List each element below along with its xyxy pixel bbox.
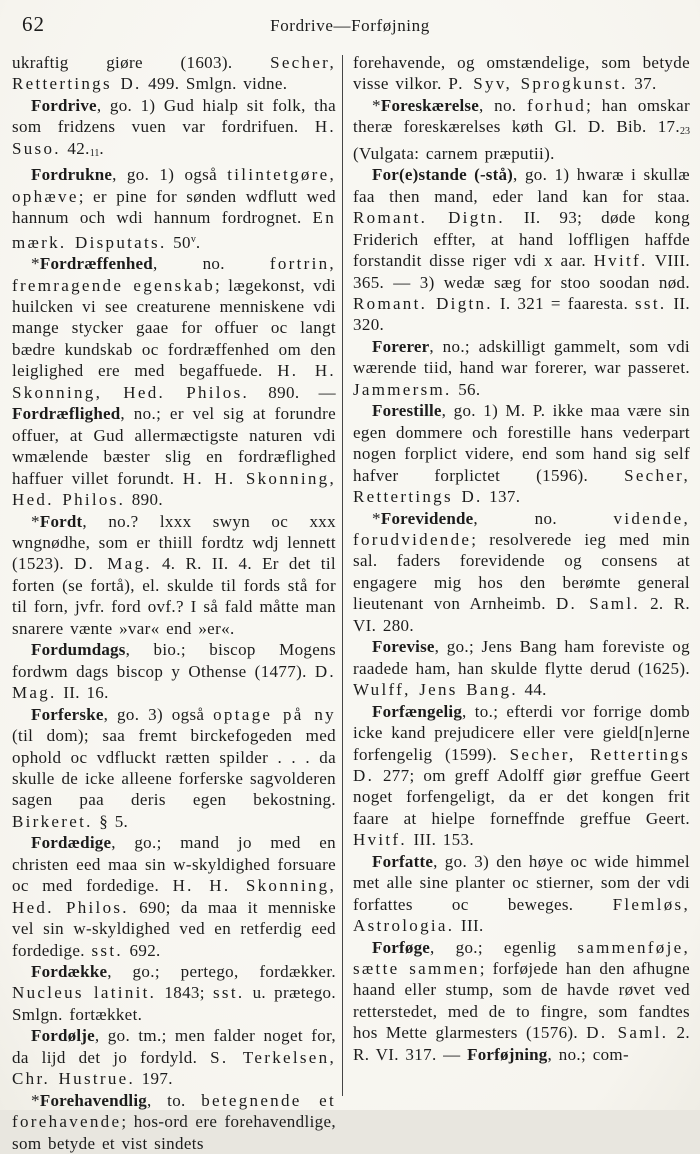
citation: Romant. Digtn. xyxy=(353,208,505,228)
dictionary-entry xyxy=(353,336,690,400)
entry-text: , go. 1) M. P. ikke maa være sin egen dommere och forestille hans vederpart nogen forplict videre, end som hand sig self hafver forplictet (1596). xyxy=(353,401,690,485)
entry-text: 50 xyxy=(166,232,191,252)
headword: Fordt xyxy=(39,511,83,531)
dictionary-entry xyxy=(353,164,690,336)
dictionary-entry xyxy=(353,95,690,164)
entry-text: * xyxy=(372,508,381,528)
citation: Secher, Rettertings D. xyxy=(353,465,690,507)
entry-text: , no. xyxy=(473,508,614,528)
headword: Fordræflighed xyxy=(12,404,121,424)
entry-text: , to.; efterdi vor forrige domb icke kand prejudicere eller vere gield[n]erne forfengelig (1599). xyxy=(353,701,690,764)
dictionary-entry xyxy=(353,508,690,637)
entry-text: 44. xyxy=(517,680,547,700)
entry-text: , bio.; biscop Mogens fordwm dags biscop y Othense (1477). xyxy=(12,640,336,681)
entry-text: , go. 1) Gud hialp sit folk, tha som fridzens vuen var fordrifuen. xyxy=(12,95,336,137)
entry-text: , go.; egenlig xyxy=(430,937,578,957)
entry-text: * xyxy=(31,1090,40,1110)
entry-text: u. prætego. Smlgn. fortækket. xyxy=(12,983,336,1024)
headword: For(e)stande (-stå) xyxy=(372,165,514,185)
citation: betegnende et forehavende xyxy=(12,1090,336,1132)
entry-text: 2. R. VI. 280. xyxy=(353,594,690,635)
citation: Hvitf. xyxy=(593,251,648,271)
dictionary-entry xyxy=(353,636,690,700)
headword: Forføge xyxy=(372,937,431,957)
citation: Wulff, Jens Bang. xyxy=(353,680,518,700)
headword: Forføjning xyxy=(467,1044,548,1064)
headword: Fordække xyxy=(31,962,108,982)
entry-text: , no.; com- xyxy=(547,1044,630,1064)
entry-text: , go. 1) hwaræ i skullæ faa then mand, eder land kan for staa. xyxy=(353,165,690,206)
entry-text: * xyxy=(31,511,40,531)
dictionary-entry xyxy=(12,95,336,164)
entry-text: § 5. xyxy=(92,811,129,831)
headword: Forfatte xyxy=(372,851,434,871)
dictionary-entry xyxy=(353,851,690,937)
entry-text: II. 320. xyxy=(353,293,691,335)
headword: Fordædige xyxy=(31,833,112,853)
citation: Jammersm. xyxy=(353,379,452,399)
entry-text: I. 321 = faaresta. xyxy=(492,293,636,313)
entry-text: 277; om greff Adolff giør greffue Geert noget forfengeligt, da er det kongen frit faare at hielpe forneffnde greffue Geert. xyxy=(353,765,690,828)
entry-text: 1843; xyxy=(156,983,214,1003)
dictionary-entry xyxy=(12,961,336,1025)
headword: Fordumdags xyxy=(31,640,126,660)
citation: Romant. Digtn. xyxy=(353,293,493,313)
citation: optage på ny xyxy=(213,704,336,724)
dictionary-entry xyxy=(12,1090,336,1154)
dictionary-entry xyxy=(12,1025,336,1089)
citation: H. H. Skonning, Hed. Philos. xyxy=(12,876,336,917)
headword: Fordrive xyxy=(31,95,97,115)
headword: Forerer xyxy=(372,336,430,356)
entry-text: 4. R. II. 4. Er det til forten (se fortå), el. skulde til fords stå for til forn, jvfr. ford ovf.? I så fald måtte man snarere vænte »var« end »er«. xyxy=(12,554,336,638)
citation: sst. xyxy=(635,293,667,313)
left-column xyxy=(12,52,342,1153)
entry-text: II. 16. xyxy=(56,683,109,703)
reference-sup: v xyxy=(190,233,196,245)
entry-text: 56. xyxy=(451,379,481,399)
citation: sammenføje, sætte sammen xyxy=(353,937,690,979)
entry-text: 37. xyxy=(627,74,657,94)
headword: Fordølje xyxy=(31,1026,95,1046)
citation: D. Mag. xyxy=(12,661,336,703)
citation: En mærk. Disputats. xyxy=(12,208,336,252)
entry-text: , to. xyxy=(146,1090,202,1110)
entry-text: , no. xyxy=(152,254,270,274)
citation: Hvitf. xyxy=(353,830,407,850)
entry-text: , no.; er vel sig at forundre offuer, at Gud allermæctigste naturen vdi wmælende bæster slig en fordræflighed haffuer villet forundt. xyxy=(12,404,336,488)
entry-text: , go. tm.; men falder noget for, da lijd det jo fordyld. xyxy=(12,1026,336,1067)
dictionary-entry xyxy=(12,832,336,961)
citation: Birkeret. xyxy=(12,811,93,831)
entry-text: 42. xyxy=(60,138,90,158)
citation: vidende, forudvidende xyxy=(353,508,690,549)
citation: D. Saml. xyxy=(555,594,640,614)
citation: P. Syv, Sprogkunst. xyxy=(448,74,628,94)
entry-text: 692. xyxy=(122,940,161,960)
entry-text: VIII. 365. — 3) wedæ sæg for stoo soodan nød. xyxy=(353,251,690,292)
entry-text: ; han omskar theræ foreskærelses køth Gl. D. Bib. 17. xyxy=(353,95,690,137)
entry-text: 137. xyxy=(482,487,521,507)
headword: Fordræffenhed xyxy=(39,254,153,274)
entry-text: ; resolverede ieg med min sal. faders forevidende og consens at engagere mig hos den berømte general lieutenant von Arnheimb. xyxy=(353,529,690,614)
dictionary-entry xyxy=(353,400,690,507)
entry-text: , no. xyxy=(478,95,527,115)
entry-text: 197. xyxy=(135,1069,173,1089)
entry-text: 2. R. VI. 317. — xyxy=(353,1023,691,1064)
headword: Forehavendlig xyxy=(39,1090,147,1110)
entry-text: , go.; mand jo med en christen eed maa sin w-skyldighed forsuare oc med fordedige. xyxy=(12,833,336,896)
entry-text: ; hos-ord ere forehavendlige, som betyde et vist sindets xyxy=(12,1112,336,1153)
reference-sub: 23 xyxy=(680,126,690,138)
citation: forhud xyxy=(526,95,587,115)
entry-text: 890. — xyxy=(249,382,336,402)
entry-text: II. 93; døde kong Friderich effter, at hand loffligen haffde forstandit disse riger vdi x aar. xyxy=(353,208,690,271)
citation: sst. xyxy=(213,983,245,1003)
dictionary-entry xyxy=(12,253,336,510)
page-header xyxy=(0,8,700,42)
entry-text: , go.; pertego, fordækker. xyxy=(107,962,336,982)
headword: Forevise xyxy=(372,637,435,657)
entry-text: , go. 3) den høye oc wide himmel met alle sine planter oc stierner, som der vdi forfattes oc beweges. xyxy=(353,851,690,914)
entry-text: III. xyxy=(454,916,484,936)
entry-text: * xyxy=(31,254,40,274)
entry-text: . xyxy=(195,232,201,252)
entry-text: forehavende, og omstændelige, som betyde visse vilkor. xyxy=(353,53,690,94)
dictionary-entry xyxy=(12,511,336,640)
right-column xyxy=(343,52,690,1096)
citation: Nucleus latinit. xyxy=(12,983,157,1003)
entry-text: 690; da maa it menniske vel sin w-skyldighed ved en retferdig eed fordedige. xyxy=(12,897,336,960)
citation: D. Saml. xyxy=(586,1023,669,1043)
entry-text: , go. 1) også xyxy=(112,165,228,185)
page-number: 62 xyxy=(22,12,45,36)
citation: H. Suso. xyxy=(12,117,336,158)
entry-text: 890. xyxy=(125,490,163,510)
entry-text: ukraftig giøre (1603). xyxy=(12,53,271,72)
entry-text: , go.; Jens Bang ham foreviste og raadede ham, han skulde flytte derud (1625). xyxy=(353,637,690,678)
citation: tilintetgøre, ophæve xyxy=(12,165,336,206)
dictionary-entry xyxy=(353,937,690,1066)
entry-text: * xyxy=(372,95,381,115)
citation: S. Terkelsen, Chr. Hustrue. xyxy=(12,1047,336,1089)
citation: H. H. Skonning, Hed. Philos. xyxy=(12,468,337,510)
headword: Forevidende xyxy=(380,508,474,528)
text-block xyxy=(12,52,691,1153)
entry-text: (Vulgata: carnem præputii). xyxy=(353,143,555,163)
headword: Foreskærelse xyxy=(380,95,479,115)
entry-text: ; lægekonst, vdi huilcken vi see creaturene menniskene vdi mange stycker gaae for offuer oc langt bædre kundskab oc fordræffenhed om den leiglighed ere med begaffuede. xyxy=(12,275,336,381)
entry-text: , go. 3) også xyxy=(103,704,214,724)
dictionary-entry xyxy=(12,639,336,703)
citation: D. Mag. xyxy=(74,554,152,574)
running-title: Fordrive—Forføjning xyxy=(270,16,430,35)
dictionary-entry xyxy=(12,164,336,253)
headword: Fordrukne xyxy=(31,165,113,185)
citation: fortrin, fremragende egenskab xyxy=(12,254,336,295)
citation: Flemløs, Astrologia. xyxy=(353,894,690,936)
dictionary-entry xyxy=(353,701,690,851)
entry-text: 499. Smlgn. vidne. xyxy=(141,74,288,94)
citation: sst. xyxy=(91,940,123,960)
entry-continuation xyxy=(12,52,336,95)
citation: Secher, Rettertings D. xyxy=(353,744,691,785)
entry-text: . xyxy=(99,138,104,158)
entry-text: III. 153. xyxy=(406,830,474,850)
entry-continuation xyxy=(353,52,690,95)
headword: Forestille xyxy=(372,401,442,421)
entry-text: (til dom); saa fremt birckefogeden med ophold oc vdfluckt rætten spilder . . . da skulle de icke alleene forferske sagvolderen sagen paa deris egen bekostning. xyxy=(12,726,336,810)
entry-text: ; er pine for sønden wdflutt wed hannum och wdi hannum fordrognet. xyxy=(12,186,336,228)
headword: Forferske xyxy=(31,704,104,724)
citation: Secher, Rettertings D. xyxy=(12,53,336,94)
entry-text: , no.? lxxx swyn oc xxx wngnødhe, som er thiill fordtz wdj lennett (1523). xyxy=(12,511,336,574)
citation: H. H. Skonning, Hed. Philos. xyxy=(12,361,336,402)
entry-text: , no.; adskilligt gammelt, som vdi wærende tiid, hand war forerer, war passeret. xyxy=(353,336,690,378)
reference-sub: 11 xyxy=(89,147,100,159)
entry-text: ; forføjede han den afhugne haand eller stump, som de havde røvet ved retterstedet, med de to fingre, som fandtes hos Mette glarmesters (1576). xyxy=(353,959,690,1043)
dictionary-entry xyxy=(12,704,336,833)
headword: Forfængelig xyxy=(372,701,463,721)
